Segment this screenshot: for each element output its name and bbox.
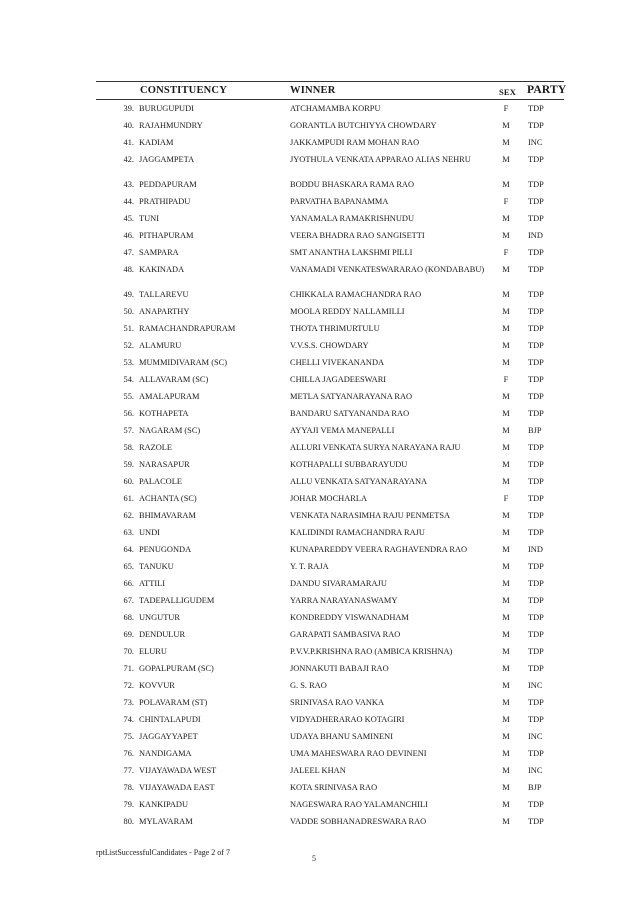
row-sex: M xyxy=(502,613,510,622)
header-winner: WINNER xyxy=(290,85,336,96)
row-party: TDP xyxy=(528,613,544,622)
row-number: 79. xyxy=(123,800,134,809)
table-row xyxy=(0,528,638,545)
row-party: INC xyxy=(528,138,543,147)
table-row xyxy=(0,749,638,766)
row-party: TDP xyxy=(528,375,544,384)
row-number: 65. xyxy=(123,562,134,571)
row-constituency: RAMACHANDRAPURAM xyxy=(139,324,236,333)
row-winner: GARAPATI SAMBASIVA RAO xyxy=(290,630,401,639)
table-row xyxy=(0,460,638,477)
row-sex: M xyxy=(502,180,510,189)
row-party: TDP xyxy=(528,443,544,452)
row-winner: SMT ANANTHA LAKSHMI PILLI xyxy=(290,248,413,257)
row-sex: M xyxy=(502,528,510,537)
row-number: 50. xyxy=(123,307,134,316)
row-winner: SRINIVASA RAO VANKA xyxy=(290,698,385,707)
table-row xyxy=(0,630,638,647)
row-number: 40. xyxy=(123,121,134,130)
row-party: TDP xyxy=(528,265,544,274)
table-row xyxy=(0,248,638,265)
table-row xyxy=(0,681,638,698)
row-number: 41. xyxy=(123,138,134,147)
table-row xyxy=(0,180,638,197)
row-constituency: ATTILI xyxy=(139,579,166,588)
row-winner: V.V.S.S. CHOWDARY xyxy=(290,341,369,350)
table-row xyxy=(0,409,638,426)
table-row xyxy=(0,307,638,324)
row-winner: UDAYA BHANU SAMINENI xyxy=(290,732,393,741)
row-sex: M xyxy=(502,715,510,724)
row-constituency: KADIAM xyxy=(139,138,174,147)
row-constituency: TADEPALLIGUDEM xyxy=(139,596,215,605)
table-row xyxy=(0,511,638,528)
row-number: 63. xyxy=(123,528,134,537)
row-party: TDP xyxy=(528,358,544,367)
header-sex: SEX xyxy=(499,87,517,97)
row-constituency: PITHAPURAM xyxy=(139,231,194,240)
row-constituency: NARASAPUR xyxy=(139,460,190,469)
row-party: INC xyxy=(528,732,543,741)
table-row xyxy=(0,214,638,231)
row-sex: M xyxy=(502,231,510,240)
row-constituency: JAGGAMPETA xyxy=(139,155,195,164)
row-sex: M xyxy=(502,307,510,316)
table-row xyxy=(0,800,638,817)
row-party: TDP xyxy=(528,197,544,206)
row-constituency: PRATHIPADU xyxy=(139,197,191,206)
row-sex: M xyxy=(502,766,510,775)
row-number: 53. xyxy=(123,358,134,367)
row-constituency: AMALAPURAM xyxy=(139,392,200,401)
table-row xyxy=(0,477,638,494)
table-row xyxy=(0,290,638,307)
row-sex: M xyxy=(502,647,510,656)
row-sex: M xyxy=(502,460,510,469)
table-row xyxy=(0,715,638,732)
row-winner: THOTA THRIMURTULU xyxy=(290,324,380,333)
table-row xyxy=(0,358,638,375)
row-party: TDP xyxy=(528,647,544,656)
row-party: TDP xyxy=(528,596,544,605)
table-row xyxy=(0,197,638,214)
table-row xyxy=(0,155,638,180)
row-number: 76. xyxy=(123,749,134,758)
table-row xyxy=(0,647,638,664)
row-number: 64. xyxy=(123,545,134,554)
row-number: 54. xyxy=(123,375,134,384)
row-party: TDP xyxy=(528,511,544,520)
row-winner: G. S. RAO xyxy=(290,681,327,690)
row-constituency: RAZOLE xyxy=(139,443,173,452)
row-party: BJP xyxy=(528,426,542,435)
row-winner: NAGESWARA RAO YALAMANCHILI xyxy=(290,800,428,809)
row-constituency: DENDULUR xyxy=(139,630,186,639)
row-party: TDP xyxy=(528,155,544,164)
row-sex: M xyxy=(502,579,510,588)
row-winner: JONNAKUTI BABAJI RAO xyxy=(290,664,389,673)
row-number: 52. xyxy=(123,341,134,350)
row-winner: YARRA NARAYANASWAMY xyxy=(290,596,398,605)
row-party: TDP xyxy=(528,817,544,826)
row-constituency: UNGUTUR xyxy=(139,613,180,622)
row-party: TDP xyxy=(528,528,544,537)
row-number: 58. xyxy=(123,443,134,452)
row-winner: VANAMADI VENKATESWARARAO (KONDABABU) xyxy=(290,265,485,274)
row-winner: GORANTLA BUTCHIYYA CHOWDARY xyxy=(290,121,437,130)
row-party: TDP xyxy=(528,579,544,588)
table-row xyxy=(0,265,638,290)
row-constituency: VIJAYAWADA WEST xyxy=(139,766,217,775)
row-sex: M xyxy=(502,596,510,605)
row-number: 45. xyxy=(123,214,134,223)
row-winner: KOTA SRINIVASA RAO xyxy=(290,783,378,792)
results-table-body xyxy=(0,104,638,834)
row-number: 77. xyxy=(123,766,134,775)
row-number: 70. xyxy=(123,647,134,656)
row-constituency: PENUGONDA xyxy=(139,545,192,554)
row-constituency: TUNI xyxy=(139,214,160,223)
row-winner: CHILLA JAGADEESWARI xyxy=(290,375,387,384)
row-party: TDP xyxy=(528,341,544,350)
row-sex: F xyxy=(503,104,509,113)
row-number: 48. xyxy=(123,265,134,274)
row-winner: BODDU BHASKARA RAMA RAO xyxy=(290,180,415,189)
row-winner: METLA SATYANARAYANA RAO xyxy=(290,392,413,401)
row-party: TDP xyxy=(528,104,544,113)
row-party: TDP xyxy=(528,290,544,299)
row-winner: ALLURI VENKATA SURYA NARAYANA RAJU xyxy=(290,443,461,452)
row-winner: JAKKAMPUDI RAM MOHAN RAO xyxy=(290,138,420,147)
row-sex: F xyxy=(503,375,509,384)
row-constituency: BHIMAVARAM xyxy=(139,511,196,520)
row-winner: VIDYADHERARAO KOTAGIRI xyxy=(290,715,405,724)
row-constituency: ACHANTA (SC) xyxy=(139,494,197,503)
row-party: TDP xyxy=(528,121,544,130)
row-constituency: PEDDAPURAM xyxy=(139,180,197,189)
row-party: TDP xyxy=(528,477,544,486)
table-row xyxy=(0,698,638,715)
row-sex: M xyxy=(502,698,510,707)
row-winner: CHIKKALA RAMACHANDRA RAO xyxy=(290,290,422,299)
row-constituency: RAJAHMUNDRY xyxy=(139,121,203,130)
row-party: TDP xyxy=(528,698,544,707)
row-winner: DANDU SIVARAMARAJU xyxy=(290,579,387,588)
row-number: 67. xyxy=(123,596,134,605)
row-sex: F xyxy=(503,197,509,206)
row-winner: VADDE SOBHANADRESWARA RAO xyxy=(290,817,427,826)
row-sex: M xyxy=(502,155,510,164)
table-row xyxy=(0,817,638,834)
row-party: TDP xyxy=(528,307,544,316)
row-winner: PARVATHA BAPANAMMA xyxy=(290,197,389,206)
row-constituency: KANKIPADU xyxy=(139,800,189,809)
row-winner: VEERA BHADRA RAO SANGISETTI xyxy=(290,231,425,240)
header-party: PARTY xyxy=(527,84,567,96)
table-row xyxy=(0,426,638,443)
row-number: 56. xyxy=(123,409,134,418)
row-constituency: GOPALPURAM (SC) xyxy=(139,664,214,673)
table-row xyxy=(0,613,638,630)
row-party: TDP xyxy=(528,248,544,257)
row-winner: KALIDINDI RAMACHANDRA RAJU xyxy=(290,528,425,537)
row-party: IND xyxy=(528,545,543,554)
row-number: 75. xyxy=(123,732,134,741)
row-winner: Y. T. RAJA xyxy=(290,562,329,571)
row-party: TDP xyxy=(528,664,544,673)
row-winner: P.V.V.P.KRISHNA RAO (AMBICA KRISHNA) xyxy=(290,647,453,656)
row-sex: M xyxy=(502,392,510,401)
row-number: 51. xyxy=(123,324,134,333)
table-row xyxy=(0,579,638,596)
row-number: 78. xyxy=(123,783,134,792)
row-party: TDP xyxy=(528,562,544,571)
row-number: 62. xyxy=(123,511,134,520)
row-sex: M xyxy=(502,290,510,299)
row-number: 49. xyxy=(123,290,134,299)
row-winner: JALEEL KHAN xyxy=(290,766,346,775)
row-party: BJP xyxy=(528,783,542,792)
table-row xyxy=(0,138,638,155)
row-party: TDP xyxy=(528,749,544,758)
row-constituency: VIJAYAWADA EAST xyxy=(139,783,215,792)
row-number: 42. xyxy=(123,155,134,164)
row-sex: M xyxy=(502,783,510,792)
row-number: 57. xyxy=(123,426,134,435)
row-constituency: TALLAREVU xyxy=(139,290,189,299)
row-number: 72. xyxy=(123,681,134,690)
header-constituency: CONSTITUENCY xyxy=(140,85,227,96)
row-winner: YANAMALA RAMAKRISHNUDU xyxy=(290,214,415,223)
row-winner: AYYAJI VEMA MANEPALLI xyxy=(290,426,395,435)
row-number: 61. xyxy=(123,494,134,503)
row-winner: ALLU VENKATA SATYANARAYANA xyxy=(290,477,428,486)
row-constituency: ALAMURU xyxy=(139,341,182,350)
row-constituency: MUMMIDIVARAM (SC) xyxy=(139,358,228,367)
table-row xyxy=(0,732,638,749)
row-sex: M xyxy=(502,664,510,673)
table-row xyxy=(0,324,638,341)
row-party: TDP xyxy=(528,460,544,469)
row-sex: M xyxy=(502,681,510,690)
row-sex: M xyxy=(502,121,510,130)
table-top-rule xyxy=(96,81,564,82)
row-party: TDP xyxy=(528,324,544,333)
row-party: TDP xyxy=(528,409,544,418)
row-number: 66. xyxy=(123,579,134,588)
row-constituency: NANDIGAMA xyxy=(139,749,192,758)
report-footer: rptListSuccessfulCandidates - Page 2 of 7 xyxy=(96,848,230,857)
row-sex: M xyxy=(502,511,510,520)
row-constituency: NAGARAM (SC) xyxy=(139,426,201,435)
row-party: INC xyxy=(528,681,543,690)
row-winner: KUNAPAREDDY VEERA RAGHAVENDRA RAO xyxy=(290,545,468,554)
row-winner: KOTHAPALLI SUBBARAYUDU xyxy=(290,460,408,469)
row-winner: JYOTHULA VENKATA APPARAO ALIAS NEHRU xyxy=(290,155,471,164)
row-number: 44. xyxy=(123,197,134,206)
row-sex: M xyxy=(502,358,510,367)
row-number: 43. xyxy=(123,180,134,189)
row-number: 71. xyxy=(123,664,134,673)
table-row xyxy=(0,766,638,783)
row-number: 73. xyxy=(123,698,134,707)
table-row xyxy=(0,783,638,800)
row-party: TDP xyxy=(528,180,544,189)
row-sex: M xyxy=(502,562,510,571)
table-row xyxy=(0,562,638,579)
row-constituency: BURUGUPUDI xyxy=(139,104,194,113)
row-constituency: ELURU xyxy=(139,647,167,656)
row-sex: F xyxy=(503,248,509,257)
row-winner: UMA MAHESWARA RAO DEVINENI xyxy=(290,749,427,758)
table-row xyxy=(0,443,638,460)
table-row xyxy=(0,375,638,392)
table-header-rule xyxy=(96,99,564,100)
table-row xyxy=(0,231,638,248)
page-number: 5 xyxy=(312,854,316,863)
table-row xyxy=(0,596,638,613)
row-sex: M xyxy=(502,732,510,741)
row-sex: M xyxy=(502,214,510,223)
row-sex: M xyxy=(502,477,510,486)
row-sex: M xyxy=(502,443,510,452)
row-constituency: JAGGAYYAPET xyxy=(139,732,198,741)
row-party: TDP xyxy=(528,630,544,639)
row-sex: M xyxy=(502,800,510,809)
row-number: 47. xyxy=(123,248,134,257)
row-party: TDP xyxy=(528,800,544,809)
row-sex: M xyxy=(502,817,510,826)
row-winner: VENKATA NARASIMHA RAJU PENMETSA xyxy=(290,511,451,520)
row-number: 39. xyxy=(123,104,134,113)
row-winner: ATCHAMAMBA KORPU xyxy=(290,104,381,113)
row-sex: F xyxy=(503,494,509,503)
table-row xyxy=(0,494,638,511)
row-constituency: ALLAVARAM (SC) xyxy=(139,375,209,384)
row-constituency: KOTHAPETA xyxy=(139,409,189,418)
row-sex: M xyxy=(502,341,510,350)
row-winner: MOOLA REDDY NALLAMILLI xyxy=(290,307,405,316)
row-constituency: TANUKU xyxy=(139,562,174,571)
row-number: 69. xyxy=(123,630,134,639)
row-number: 46. xyxy=(123,231,134,240)
row-constituency: PALACOLE xyxy=(139,477,182,486)
row-party: INC xyxy=(528,766,543,775)
row-winner: JOHAR MOCHARLA xyxy=(290,494,368,503)
row-party: TDP xyxy=(528,214,544,223)
table-row xyxy=(0,104,638,121)
table-row xyxy=(0,121,638,138)
row-sex: M xyxy=(502,265,510,274)
row-sex: M xyxy=(502,630,510,639)
row-sex: M xyxy=(502,138,510,147)
row-constituency: ANAPARTHY xyxy=(139,307,190,316)
row-party: TDP xyxy=(528,715,544,724)
row-constituency: POLAVARAM (ST) xyxy=(139,698,208,707)
row-constituency: KAKINADA xyxy=(139,265,185,274)
row-sex: M xyxy=(502,324,510,333)
row-constituency: KOVVUR xyxy=(139,681,175,690)
row-number: 60. xyxy=(123,477,134,486)
row-party: TDP xyxy=(528,494,544,503)
row-number: 55. xyxy=(123,392,134,401)
row-number: 59. xyxy=(123,460,134,469)
row-winner: KONDREDDY VISWANADHAM xyxy=(290,613,409,622)
row-party: TDP xyxy=(528,392,544,401)
row-constituency: UNDI xyxy=(139,528,160,537)
table-row xyxy=(0,392,638,409)
row-winner: CHELLI VIVEKANANDA xyxy=(290,358,385,367)
row-sex: M xyxy=(502,426,510,435)
row-number: 80. xyxy=(123,817,134,826)
row-winner: BANDARU SATYANANDA RAO xyxy=(290,409,410,418)
row-constituency: SAMPARA xyxy=(139,248,179,257)
table-row xyxy=(0,664,638,681)
row-number: 74. xyxy=(123,715,134,724)
row-constituency: MYLAVARAM xyxy=(139,817,193,826)
row-sex: M xyxy=(502,409,510,418)
table-row xyxy=(0,545,638,562)
row-constituency: CHINTALAPUDI xyxy=(139,715,201,724)
table-row xyxy=(0,341,638,358)
row-sex: M xyxy=(502,749,510,758)
row-sex: M xyxy=(502,545,510,554)
row-number: 68. xyxy=(123,613,134,622)
row-party: IND xyxy=(528,231,543,240)
